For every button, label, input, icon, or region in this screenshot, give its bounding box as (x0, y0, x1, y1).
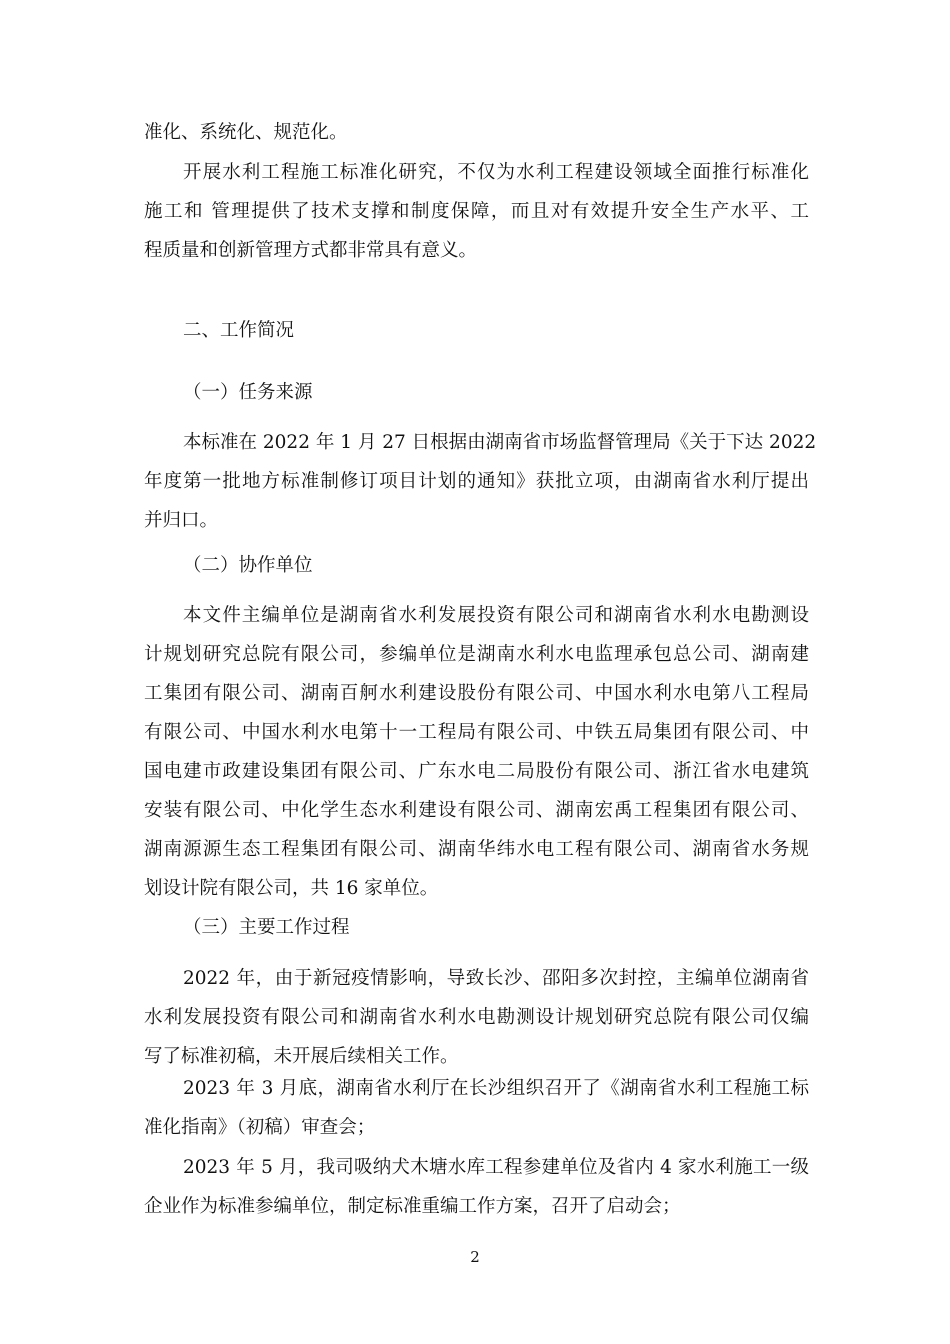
paragraph-line: 企业作为标准参编单位，制定标准重编工作方案，召开了启动会； (144, 1196, 681, 1217)
section-heading: 二、工作简况 (183, 320, 295, 341)
paragraph-line: 计规划研究总院有限公司，参编单位是湖南水利水电监理承包总公司、湖南建 (144, 644, 809, 665)
paragraph-line: 工集团有限公司、湖南百舸水利建设股份有限公司、中国水利水电第八工程局 (144, 683, 809, 704)
paragraph-line: 2023 年 3 月底，湖南省水利厅在长沙组织召开了《湖南省水利工程施工标 (183, 1078, 809, 1099)
paragraph-line: 施工和 管理提供了技术支撑和制度保障，而且对有效提升安全生产水平、工 (144, 201, 809, 222)
paragraph-line: 准化指南》（初稿）审查会； (144, 1117, 376, 1138)
paragraph-line: 水利发展投资有限公司和湖南省水利水电勘测设计规划研究总院有限公司仅编 (144, 1007, 809, 1028)
subsection-heading: （一）任务来源 (183, 382, 313, 403)
paragraph-line: 本文件主编单位是湖南省水利发展投资有限公司和湖南省水利水电勘测设 (183, 605, 809, 626)
paragraph-line: 写了标准初稿，未开展后续相关工作。 (144, 1046, 459, 1067)
paragraph-line: 本标准在 2022 年 1 月 27 日根据由湖南省市场监督管理局《关于下达 2022 (183, 432, 817, 453)
paragraph-line: 2023 年 5 月，我司吸纳犬木塘水库工程参建单位及省内 4 家水利施工一级 (183, 1157, 809, 1178)
paragraph-line: 湖南源源生态工程集团有限公司、湖南华纬水电工程有限公司、湖南省水务规 (144, 839, 809, 860)
paragraph-line: 开展水利工程施工标准化研究，不仅为水利工程建设领域全面推行标准化 (183, 162, 809, 183)
paragraph-line: 并归口。 (144, 510, 219, 531)
page-number: 2 (470, 1248, 480, 1266)
paragraph-line: 国电建市政建设集团有限公司、广东水电二局股份有限公司、浙江省水电建筑 (144, 761, 809, 782)
subsection-heading: （二）协作单位 (183, 555, 313, 576)
paragraph-line: 安装有限公司、中化学生态水利建设有限公司、湖南宏禹工程集团有限公司、 (144, 800, 809, 821)
paragraph-line: 准化、系统化、规范化。 (144, 122, 348, 143)
paragraph-line: 程质量和创新管理方式都非常具有意义。 (144, 240, 478, 261)
paragraph-line: 年度第一批地方标准制修订项目计划的通知》获批立项，由湖南省水利厅提出 (144, 471, 809, 492)
subsection-heading: （三）主要工作过程 (183, 917, 350, 938)
paragraph-line: 划设计院有限公司，共 16 家单位。 (144, 878, 439, 899)
paragraph-line: 有限公司、中国水利水电第十一工程局有限公司、中铁五局集团有限公司、中 (144, 722, 809, 743)
paragraph-line: 2022 年，由于新冠疫情影响，导致长沙、邵阳多次封控，主编单位湖南省 (183, 968, 809, 989)
